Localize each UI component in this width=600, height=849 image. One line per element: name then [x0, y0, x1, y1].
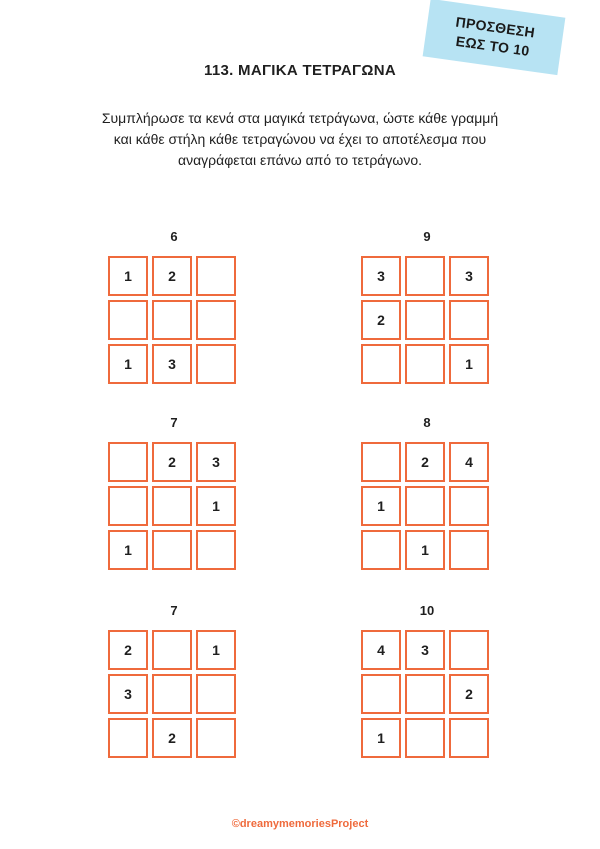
empty-cell — [405, 674, 445, 714]
instructions-line-2: και κάθε στήλη κάθε τετραγώνου να έχει το αποτέλεσμα που — [113, 131, 487, 147]
given-number-cell: 1 — [108, 256, 148, 296]
given-number-cell: 1 — [361, 718, 401, 758]
given-number-cell: 4 — [449, 442, 489, 482]
magic-square-4 — [361, 414, 493, 570]
copyright-footer: ©dreamymemoriesProject — [231, 818, 369, 830]
magic-square-grid — [108, 442, 240, 570]
magic-square-grid — [361, 442, 493, 570]
given-number-cell: 2 — [152, 442, 192, 482]
magic-square-grid — [361, 256, 493, 384]
empty-cell — [449, 486, 489, 526]
empty-cell — [405, 300, 445, 340]
empty-cell — [361, 674, 401, 714]
empty-cell — [449, 530, 489, 570]
empty-cell — [152, 630, 192, 670]
topic-badge-line1: ΠΡΟΣΘΕΣΗ — [454, 13, 537, 41]
instructions-line-3: αναγράφεται επάνω από το τετράγωνο. — [177, 152, 422, 168]
empty-cell — [152, 530, 192, 570]
magic-square-target: 8 — [423, 415, 431, 430]
empty-cell — [449, 630, 489, 670]
empty-cell — [196, 530, 236, 570]
magic-square-1 — [108, 228, 240, 384]
magic-square-target: 7 — [170, 415, 178, 430]
instructions-line-1: Συμπλήρωσε τα κενά στα μαγικά τετράγωνα, ώστε κάθε γραμμή — [101, 110, 499, 126]
empty-cell — [108, 300, 148, 340]
empty-cell — [152, 674, 192, 714]
given-number-cell: 3 — [108, 674, 148, 714]
empty-cell — [449, 718, 489, 758]
given-number-cell: 1 — [108, 530, 148, 570]
given-number-cell: 2 — [405, 442, 445, 482]
given-number-cell: 3 — [361, 256, 401, 296]
empty-cell — [405, 718, 445, 758]
given-number-cell: 1 — [108, 344, 148, 384]
given-number-cell: 3 — [449, 256, 489, 296]
magic-square-target: 9 — [423, 229, 431, 244]
given-number-cell: 3 — [152, 344, 192, 384]
given-number-cell: 1 — [405, 530, 445, 570]
empty-cell — [361, 344, 401, 384]
given-number-cell: 2 — [152, 256, 192, 296]
given-number-cell: 3 — [196, 442, 236, 482]
given-number-cell: 2 — [449, 674, 489, 714]
empty-cell — [108, 486, 148, 526]
given-number-cell: 2 — [108, 630, 148, 670]
topic-badge-line2: ΕΩΣ ΤΟ 10 — [454, 32, 531, 59]
empty-cell — [405, 486, 445, 526]
magic-square-target: 10 — [419, 603, 435, 618]
magic-square-grid — [108, 630, 240, 758]
magic-square-6 — [361, 602, 493, 758]
magic-square-grid — [108, 256, 240, 384]
instructions — [50, 108, 550, 171]
given-number-cell: 1 — [196, 486, 236, 526]
given-number-cell: 1 — [361, 486, 401, 526]
magic-square-target: 6 — [170, 229, 178, 244]
given-number-cell: 2 — [152, 718, 192, 758]
magic-square-5 — [108, 602, 240, 758]
page-title: 113. ΜΑΓΙΚΑ ΤΕΤΡΑΓΩΝΑ — [204, 62, 396, 79]
empty-cell — [108, 442, 148, 482]
empty-cell — [196, 674, 236, 714]
magic-square-3 — [108, 414, 240, 570]
empty-cell — [108, 718, 148, 758]
empty-cell — [152, 486, 192, 526]
empty-cell — [405, 344, 445, 384]
empty-cell — [196, 256, 236, 296]
empty-cell — [196, 718, 236, 758]
given-number-cell: 3 — [405, 630, 445, 670]
magic-square-2 — [361, 228, 493, 384]
empty-cell — [196, 300, 236, 340]
magic-square-target: 7 — [170, 603, 178, 618]
empty-cell — [152, 300, 192, 340]
given-number-cell: 1 — [449, 344, 489, 384]
given-number-cell: 4 — [361, 630, 401, 670]
empty-cell — [449, 300, 489, 340]
empty-cell — [405, 256, 445, 296]
empty-cell — [196, 344, 236, 384]
magic-square-grid — [361, 630, 493, 758]
empty-cell — [361, 530, 401, 570]
empty-cell — [361, 442, 401, 482]
given-number-cell: 2 — [361, 300, 401, 340]
given-number-cell: 1 — [196, 630, 236, 670]
